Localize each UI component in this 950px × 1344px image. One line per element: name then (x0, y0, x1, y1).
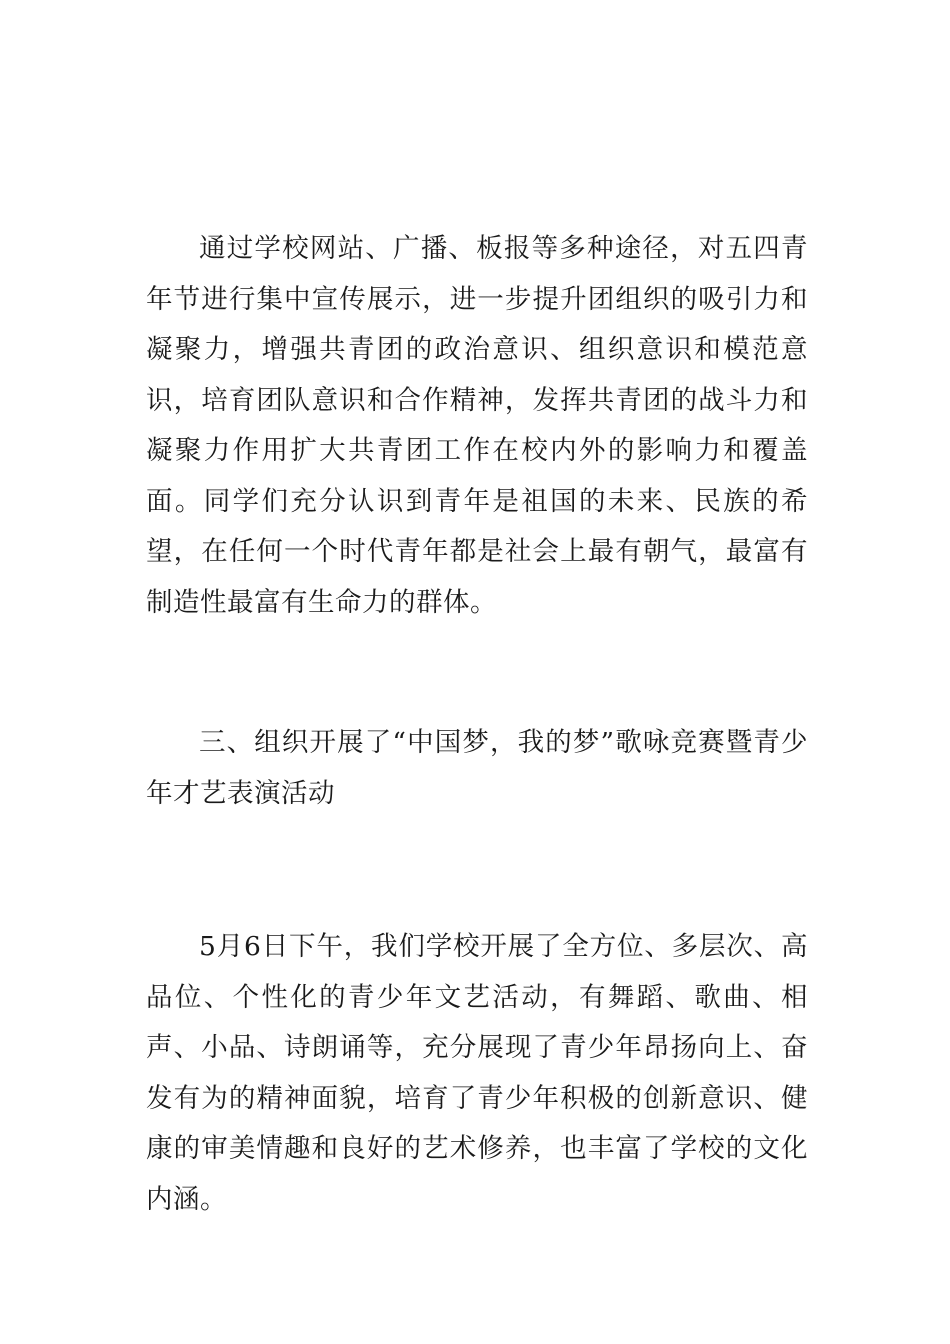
section-heading-singing-contest: 三、组织开展了“中国梦，我的梦”歌咏竞赛暨青少年才艺表演活动 (146, 727, 808, 809)
body-paragraph-arts-activity: 5月6日下午，我们学校开展了全方位、多层次、高品位、个性化的青少年文艺活动，有舞蹈、歌曲、相声、小品、诗朗诵等，充分展现了青少年昂扬向上、奋发有为的精神面貌，培育了青少年积极的创新意识、健康的审美情趣和良好的艺术修养，也丰富了学校的文化内涵。 (146, 931, 808, 1215)
body-paragraph-publicity: 通过学校网站、广播、板报等多种途径，对五四青年节进行集中宣传展示，进一步提升团组织的吸引力和凝聚力，增强共青团的政治意识、组织意识和模范意识，培育团队意识和合作精神，发挥共青团的战斗力和凝聚力作用扩大共青团工作在校内外的影响力和覆盖面。同学们充分认识到青年是祖国的未来、民族的希望，在任何一个时代青年都是社会上最有朝气，最富有制造性最富有生命力的群体。 (146, 233, 808, 618)
